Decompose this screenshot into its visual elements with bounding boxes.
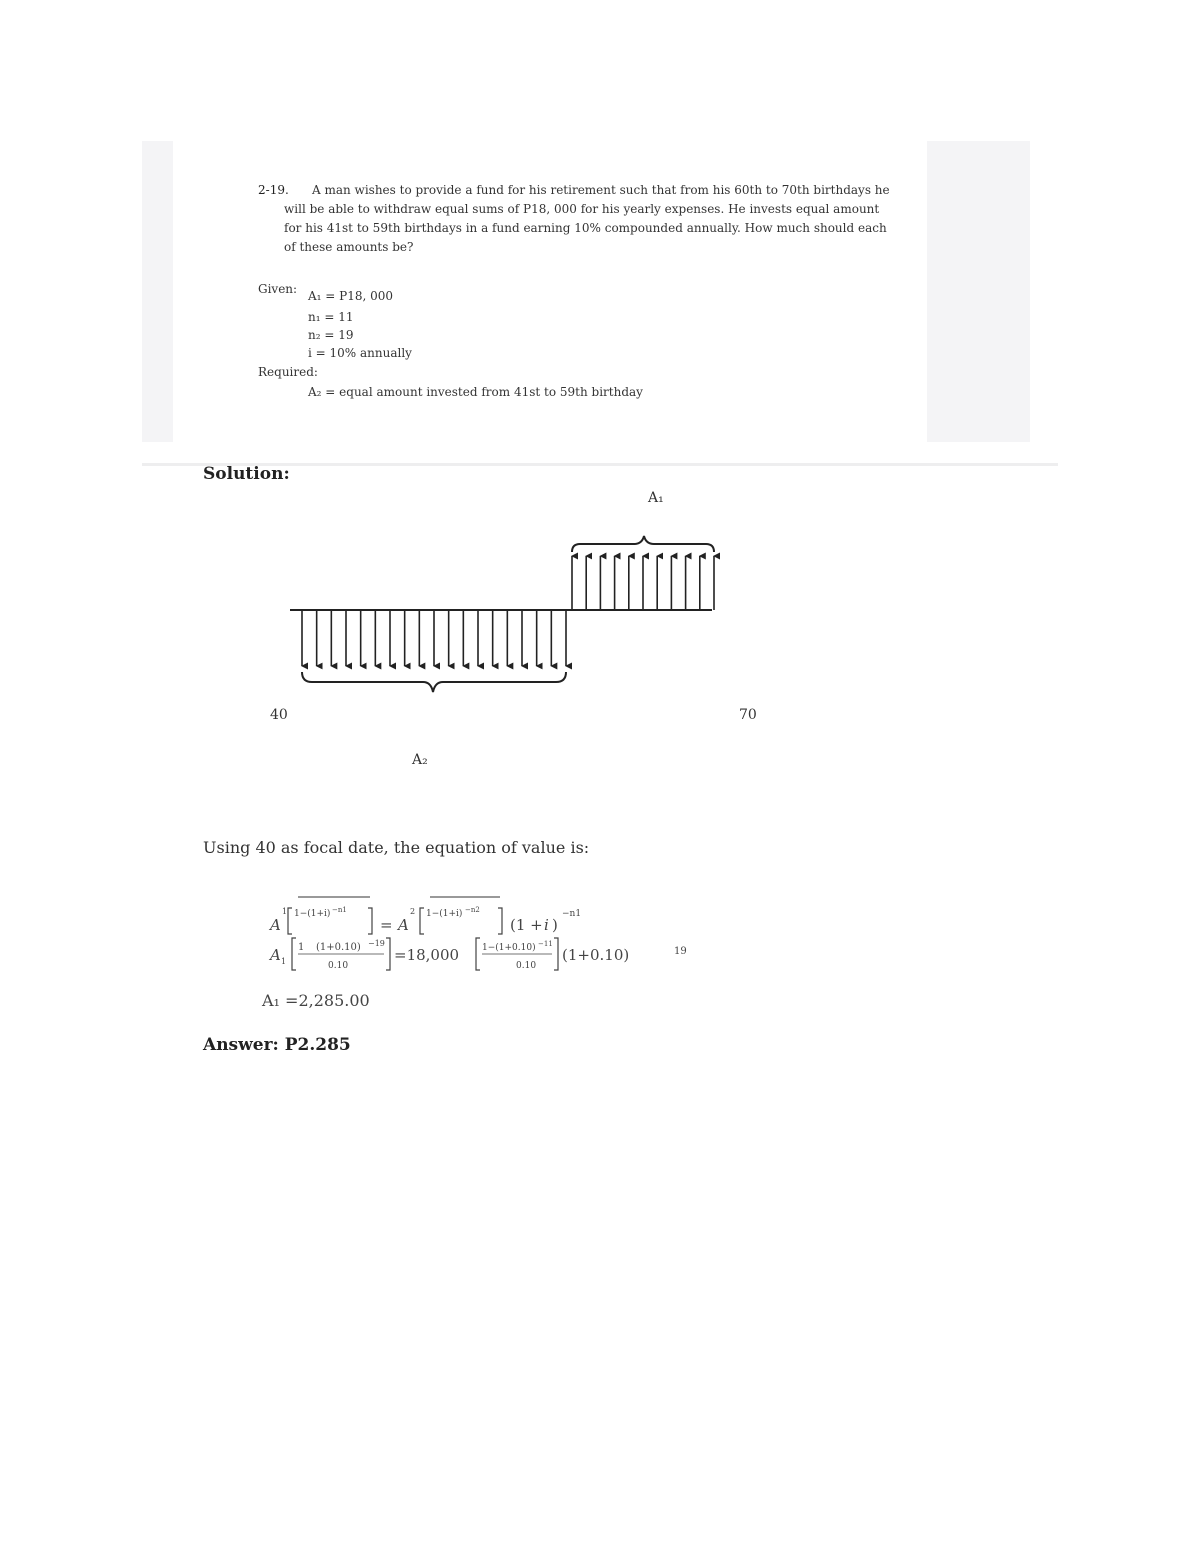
svg-text:A: A xyxy=(398,916,409,934)
problem-line-4: of these amounts be? xyxy=(284,240,414,254)
svg-text:1−(1+0.10): 1−(1+0.10) xyxy=(482,943,536,953)
svg-text:i: i xyxy=(544,916,549,934)
svg-text:−n1: −n1 xyxy=(332,906,347,914)
required-text: A₂ = equal amount invested from 41st to 59th birthday xyxy=(308,385,643,399)
problem-line-2: will be able to withdraw equal sums of P18, 000 for his yearly expenses. He invests equal amount xyxy=(284,202,880,216)
problem-number: 2-19. xyxy=(258,183,289,197)
svg-text:1: 1 xyxy=(298,942,305,953)
answer-text: Answer: P2.285 xyxy=(203,1035,351,1055)
cash-flow-diagram xyxy=(280,530,730,700)
equation-of-value xyxy=(262,888,702,976)
svg-text:(1+0.10): (1+0.10) xyxy=(316,942,361,953)
given-item: A₁ = P18, 000 xyxy=(308,289,394,303)
svg-text:1−(1+i): 1−(1+i) xyxy=(426,909,463,919)
axis-start-label: 40 xyxy=(270,707,288,723)
svg-text:(1+0.10): (1+0.10) xyxy=(562,946,630,964)
diagram-label-a2: A₂ xyxy=(412,752,428,768)
brace-top xyxy=(572,536,714,552)
given-label: Given: xyxy=(258,282,298,296)
svg-text:1: 1 xyxy=(281,957,287,966)
svg-text:1−(1+i): 1−(1+i) xyxy=(294,909,331,919)
diagram-label-a1: A₁ xyxy=(648,490,664,506)
svg-text:A: A xyxy=(270,916,281,934)
axis-end-label: 70 xyxy=(739,707,757,723)
svg-text:2: 2 xyxy=(410,907,416,916)
equation-intro: Using 40 as focal date, the equation of value is: xyxy=(203,838,590,857)
required-label: Required: xyxy=(258,365,318,379)
svg-text:A: A xyxy=(270,946,281,964)
svg-text:19: 19 xyxy=(674,946,687,957)
svg-text:=: = xyxy=(380,916,393,934)
problem-line-3: for his 41st to 59th birthdays in a fund earning 10% compounded annually. How much should each xyxy=(284,221,887,235)
svg-text:): ) xyxy=(552,916,558,934)
svg-text:1: 1 xyxy=(282,907,288,916)
svg-text:−n2: −n2 xyxy=(465,906,480,914)
given-item: n₂ = 19 xyxy=(308,328,354,342)
result-value: A₁ =2,285.00 xyxy=(262,991,370,1010)
deposit-arrows xyxy=(302,610,566,666)
svg-text:−11: −11 xyxy=(538,940,553,948)
problem-line-1: A man wishes to provide a fund for his retirement such that from his 60th to 70th birthdays he xyxy=(312,183,890,197)
withdrawal-arrows xyxy=(572,556,714,610)
svg-text:−n1: −n1 xyxy=(562,909,582,919)
given-item: i = 10% annually xyxy=(308,346,412,360)
svg-text:−19: −19 xyxy=(368,939,385,948)
given-item: n₁ = 11 xyxy=(308,310,354,324)
solution-heading: Solution: xyxy=(203,464,290,484)
svg-text:0.10: 0.10 xyxy=(516,961,537,971)
brace-bottom xyxy=(302,672,566,692)
svg-text:(1 +: (1 + xyxy=(510,916,543,934)
svg-text:0.10: 0.10 xyxy=(328,961,349,971)
svg-text:=18,000: =18,000 xyxy=(394,946,460,964)
